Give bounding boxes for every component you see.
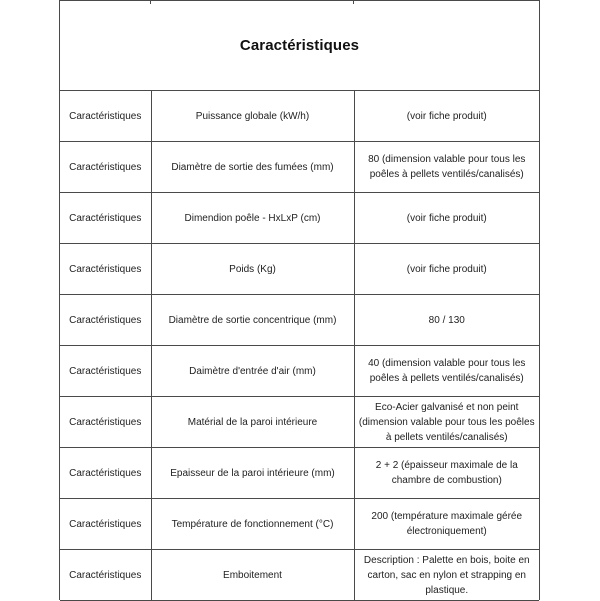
row-value: 200 (température maximale gérée électroniquement): [354, 499, 539, 550]
row-label: Caractéristiques: [60, 448, 151, 499]
row-property: Poids (Kg): [151, 244, 354, 295]
row-label: Caractéristiques: [60, 193, 151, 244]
row-label: Caractéristiques: [60, 142, 151, 193]
row-label: Caractéristiques: [60, 397, 151, 448]
spec-table: [60, 90, 539, 601]
row-property: Emboitement: [151, 550, 354, 601]
row-property: Diamètre de sortie des fumées (mm): [151, 142, 354, 193]
row-value: (voir fiche produit): [354, 91, 539, 142]
row-property: Daimètre d'entrée d'air (mm): [151, 346, 354, 397]
row-property: Diamètre de sortie concentrique (mm): [151, 295, 354, 346]
row-value: Eco-Acier galvanisé et non peint (dimension valable pour tous les poêles à pellets ventilés/canalisés): [354, 397, 539, 448]
row-label: Caractéristiques: [60, 244, 151, 295]
row-label: Caractéristiques: [60, 499, 151, 550]
row-property: Epaisseur de la paroi intérieure (mm): [151, 448, 354, 499]
table-row: [60, 244, 539, 295]
table-title: Caractéristiques: [239, 37, 360, 54]
row-label: Caractéristiques: [60, 91, 151, 142]
table-row: [60, 295, 539, 346]
row-value: 2 + 2 (épaisseur maximale de la chambre de combustion): [354, 448, 539, 499]
table-row: [60, 448, 539, 499]
row-value: 80 / 130: [354, 295, 539, 346]
table-row: [60, 346, 539, 397]
row-value: (voir fiche produit): [354, 244, 539, 295]
row-property: Dimendion poêle - HxLxP (cm): [151, 193, 354, 244]
table-row: [60, 91, 539, 142]
row-value: (voir fiche produit): [354, 193, 539, 244]
row-value: Description : Palette en bois, boite en carton, sac en nylon et strapping en plastique.: [354, 550, 539, 601]
row-label: Caractéristiques: [60, 346, 151, 397]
table-row: [60, 550, 539, 601]
row-property: Matérial de la paroi intérieure: [151, 397, 354, 448]
table-row: [60, 499, 539, 550]
spec-sheet: [59, 0, 540, 600]
row-property: Puissance globale (kW/h): [151, 91, 354, 142]
table-row: [60, 397, 539, 448]
table-row: [60, 193, 539, 244]
row-value: 40 (dimension valable pour tous les poêles à pellets ventilés/canalisés): [354, 346, 539, 397]
table-row: [60, 142, 539, 193]
row-value: 80 (dimension valable pour tous les poêles à pellets ventilés/canalisés): [354, 142, 539, 193]
title-row: [60, 0, 539, 91]
row-label: Caractéristiques: [60, 295, 151, 346]
row-property: Température de fonctionnement (°C): [151, 499, 354, 550]
row-label: Caractéristiques: [60, 550, 151, 601]
